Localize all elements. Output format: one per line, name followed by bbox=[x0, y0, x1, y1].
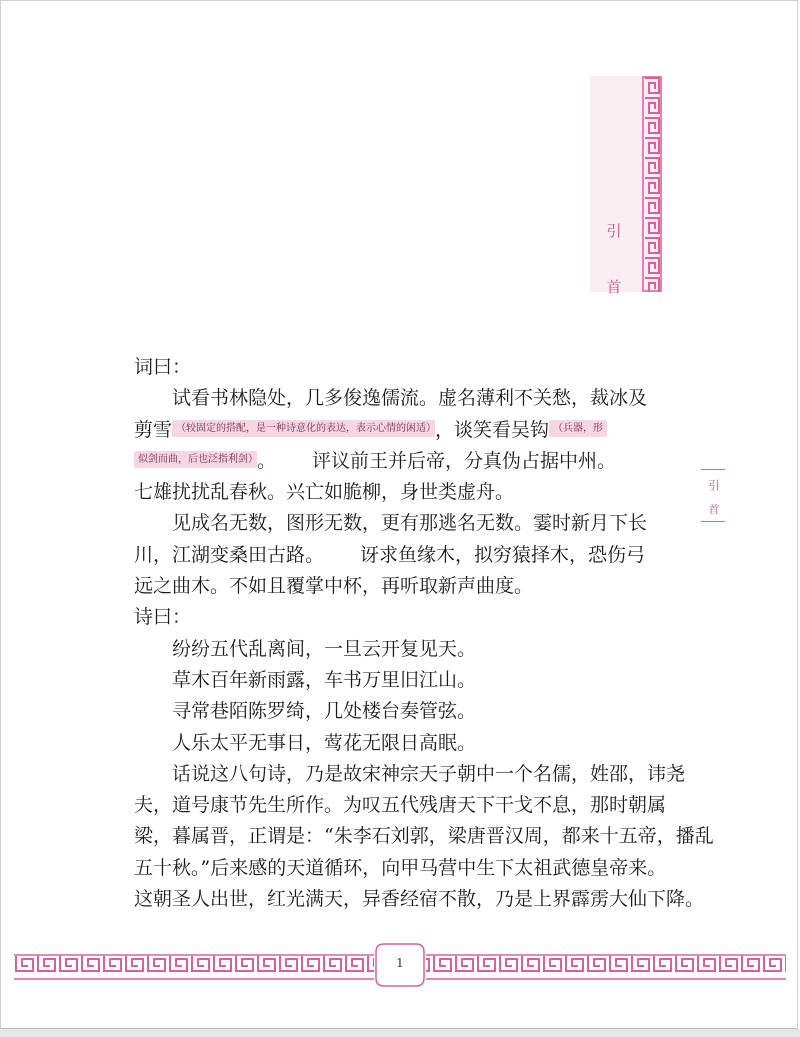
annotation-note: （兵器，形 bbox=[549, 420, 607, 437]
body-text bbox=[134, 352, 714, 915]
chapter-title-box bbox=[590, 76, 662, 296]
text-line-with-note bbox=[134, 415, 664, 446]
text-line: 七雄扰扰乱春秋。兴亡如脆柳，身世类虚舟。 bbox=[134, 481, 515, 504]
page-number-box bbox=[374, 942, 426, 988]
poem-line: 纷纷五代乱离间，一旦云开复见天。 bbox=[172, 637, 477, 660]
text-line: 梁，暮属晋，正谓是：“朱李石刘郭，梁唐晋汉周，都来十五帝，播乱 bbox=[134, 825, 714, 848]
text-line: 远之曲木。不如且覆掌中杯，再听取新声曲度。 bbox=[134, 575, 534, 598]
side-running-header bbox=[693, 465, 733, 525]
chapter-title-char-2: 首 bbox=[606, 278, 622, 296]
annotation-note: （较固定的搭配，是一种诗意化的表达，表示心情的闲适） bbox=[172, 420, 435, 437]
ci-heading: 词曰： bbox=[134, 356, 192, 378]
chapter-title-char-1: 引 bbox=[606, 222, 622, 240]
text-fragment: 川，江湖变桑田古路。 bbox=[134, 543, 325, 566]
poem-line: 草木百年新雨露，车书万里旧江山。 bbox=[172, 668, 477, 691]
text-line: 五十秋。”后来感的天道循环，向甲马营中生下太祖武德皇帝来。 bbox=[134, 856, 667, 879]
text-line-with-note bbox=[134, 446, 664, 477]
text-fragment: ，谈笑看吴钩 bbox=[435, 418, 550, 441]
page-number: 1 bbox=[396, 956, 404, 970]
side-header-char-1: 引 bbox=[708, 479, 720, 492]
text-line: 话说这八句诗，乃是故宋神宗天子朝中一个名儒，姓邵，讳尧 bbox=[172, 762, 686, 785]
text-line: 这朝圣人出世，红光满天，异香经宿不散，乃是上界霹雳大仙下降。 bbox=[134, 888, 705, 911]
text-fragment: 剪雪 bbox=[134, 418, 173, 441]
meander-border-vertical bbox=[642, 76, 662, 292]
text-fragment: 评议前王并后帝，分真伪占据中州。 bbox=[312, 449, 617, 472]
text-fragment: 讶求鱼缘木，拟穷猿择木，恐伤弓 bbox=[360, 543, 646, 566]
text-fragment: 。 bbox=[257, 449, 277, 472]
text-line: 夫，道号康节先生所作。为叹五代残唐天下干戈不息，那时朝属 bbox=[134, 794, 667, 817]
annotation-note: 似剑而曲，后也泛指利剑） bbox=[134, 451, 257, 468]
page-bottom-shadow bbox=[0, 1029, 800, 1037]
shi-heading: 诗曰： bbox=[134, 606, 192, 629]
poem-line: 寻常巷陌陈罗绮，几处楼台奏管弦。 bbox=[172, 700, 477, 723]
text-line: 试看书林隐处，几多俊逸儒流。虚名薄利不关愁，裁冰及 bbox=[172, 387, 648, 410]
side-header-rule-bottom bbox=[701, 521, 725, 522]
text-line bbox=[134, 540, 664, 571]
side-header-char-2: 首 bbox=[708, 503, 720, 516]
poem-line: 人乐太平无事日，莺花无限日高眠。 bbox=[172, 731, 477, 754]
side-header-rule-top bbox=[701, 469, 725, 470]
text-line: 见成名无数，图形无数，更有那逃名无数。霎时新月下长 bbox=[172, 512, 648, 535]
